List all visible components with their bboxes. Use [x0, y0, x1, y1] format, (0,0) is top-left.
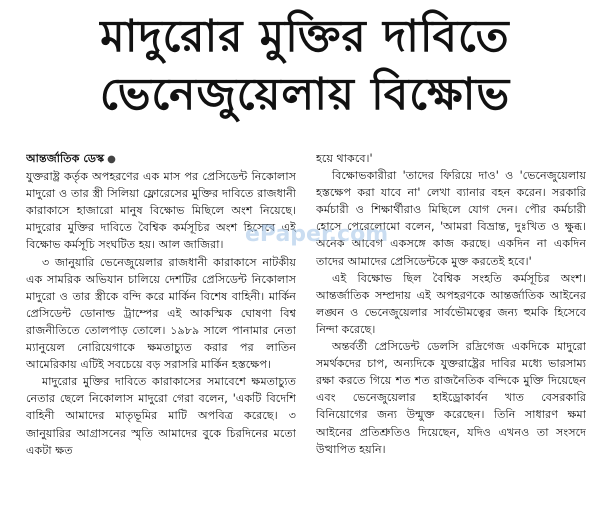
- headline-line-1: মাদুরোর মুক্তির দাবিতে: [100, 11, 510, 62]
- left-paragraph-1: যুক্তরাষ্ট্র কর্তৃক অপহরণের এক মাস পর প্রেসিডেন্ট নিকোলাস মাদুরো ও তার স্ত্রী সিলিয়া ফ্লোরেসের মুক্তির দাবিতে রাজধানী কারাকাসে হাজারো মানুষ বিক্ষোভ মিছিলে অংশ নিয়েছে। মাদুরোর মুক্তির দাবিতে বৈশ্বিক কর্মসূচির অংশ হিসেবে এই বিক্ষোভ কর্মসূচি সংঘটিত হয়। আল জাজিরা।: [26, 170, 296, 252]
- left-paragraph-3: মাদুরোর মুক্তির দাবিতে কারাকাসের সমাবেশে ক্ষমতাচ্যুত নেতার ছেলে নিকোলাস মাদুরো গেরা বলেন, 'একটি বিদেশি বাহিনী আমাদের মাতৃভূমির মাটি অপবিত্র করেছে। ৩ জানুয়ারির আগ্রাসনের স্মৃতি আমাদের বুকে চিরদিনের মতো একটা ক্ষত: [26, 375, 296, 457]
- headline: [0, 8, 610, 124]
- right-paragraph-3: এই বিক্ষোভ ছিল বৈশ্বিক সংহতি কর্মসূচির অংশ। আন্তর্জাতিক সম্প্রদায় এই অপহরণকে আন্তর্জাতিক আইনের লঙ্ঘন ও ভেনেজুয়েলার সার্বভৌমত্বের জন্য হুমকি হিসেবে নিন্দা করেছে।: [316, 271, 586, 336]
- right-paragraph-2: বিক্ষোভকারীরা 'তাদের ফিরিয়ে দাও' ও 'ভেনেজুয়েলায় হস্তক্ষেপ করা যাবে না' লেখা ব্যানার বহন করেন। সরকারি কর্মচারী ও শিক্ষার্থীরাও মিছিলে যোগ দেন। পৌর কর্মচারী হোসে পেরেলোমো বলেন, 'আমরা বিভ্রান্ত, দুঃখিত ও ক্ষুব্ধ। অনেক আবেগ একসঙ্গে কাজ করছে। একদিন না একদিন তাদের আমাদের প্রেসিডেন্টকে মুক্ত করতেই হবে।': [316, 169, 586, 268]
- dateline: আন্তর্জাতিক ডেস্ক: [26, 152, 105, 165]
- watermark: ePaper.com: [245, 222, 389, 247]
- headline-line-2: ভেনেজুয়েলায় বিক্ষোভ: [99, 69, 511, 120]
- dateline-paragraph: [26, 150, 296, 168]
- article-body: [26, 150, 600, 506]
- right-column: [316, 150, 586, 506]
- bullet-icon: ●: [107, 154, 116, 165]
- left-column: [26, 150, 296, 506]
- right-paragraph-1: হয়ে থাকবে।': [316, 152, 373, 165]
- right-paragraph-4: অন্তর্বর্তী প্রেসিডেন্ট ডেলসি রদ্রিগেজ একদিকে মাদুরো সমর্থকদের চাপ, অন্যদিকে যুক্তরাষ্ট্রের দাবির মধ্যে ভারসাম্য রক্ষা করতে গিয়ে শত শত রাজনৈতিক বন্দিকে মুক্তি দিয়েছেন এবং ভেনেজুয়েলার হাইড্রোকার্বন খাত বেসরকারি বিনিয়োগের জন্য উন্মুক্ত করেছেন। তিনি সাধারণ ক্ষমা আইনের প্রতিশ্রুতিও দিয়েছেন, যদিও এখনও তা সংসদে উত্থাপিত হয়নি।: [316, 340, 586, 456]
- left-paragraph-2: ৩ জানুয়ারি ভেনেজুয়েলার রাজধানী কারাকাসে নাটকীয় এক সামরিক অভিযান চালিয়ে দেশটির প্রেসিডেন্ট নিকোলাস মাদুরো ও তার স্ত্রীকে বন্দি করে মার্কিন বিশেষ বাহিনী। মার্কিন প্রেসিডেন্ট ডোনাল্ড ট্রাম্পের এই আকস্মিক ঘোষণা বিশ্ব রাজনীতিতে তোলপাড় তোলে। ১৯৮৯ সালে পানামার নেতা ম্যানুয়েল নোরিয়েগাকে ক্ষমতাচ্যুত করার পর লাতিন আমেরিকায় এটিই সবচেয়ে বড় সরাসরি মার্কিন হস্তক্ষেপ।: [26, 255, 296, 372]
